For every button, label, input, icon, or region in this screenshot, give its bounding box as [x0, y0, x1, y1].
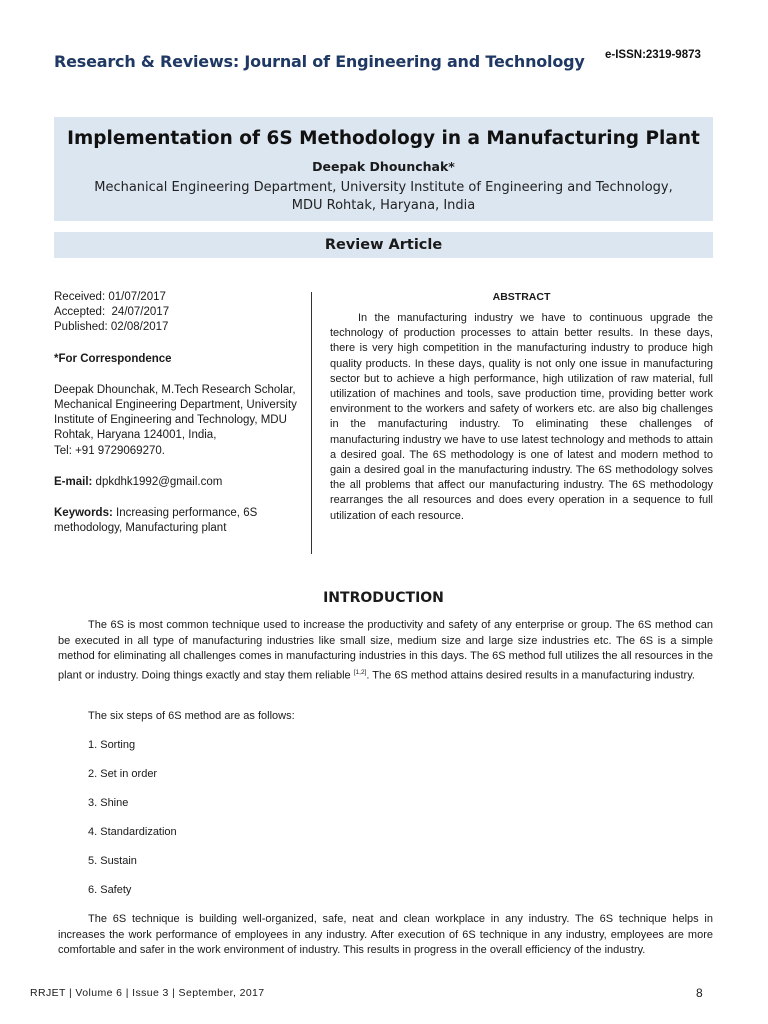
list-item: 3. Shine: [88, 797, 129, 809]
affiliation-line-1: Mechanical Engineering Department, University Institute of Engineering and Technology,: [94, 180, 673, 195]
intro-paragraph-1-text: The 6S is most common technique used to increase the productivity and safety of any enterprise or group. The 6S method can be executed in all type of manufacturing industries like small size, medium size and large size industries etc. The 6S is a simple method for eliminating all challenges comes in manufacturing industries in this days. The 6S method full utilizes the all resources in the plant or industry. Doing things exactly and stay them reliable: [58, 619, 713, 682]
intro-paragraph-1: [58, 618, 713, 684]
column-divider: [311, 292, 312, 554]
keywords-block: [54, 506, 299, 536]
title-block: [54, 117, 713, 221]
reference-marker[interactable]: [1,2]: [353, 669, 367, 677]
abstract-text: In the manufacturing industry we have to continuous upgrade the technology of production processes to attain better results. In these days, there is very high competition in the manufacturing industry to produce high quality products. In these days, quality is not only one issue in manufacturing sector but to achieve a high performance, high utilization of raw material, full utilization of machines and tools, save production time, providing better work environment to the workers and safety of workers etc. are also big challenges in the manufacturing industry. To eliminating these challenges of manufacturing industry we have to use latest technology and methods to attain a desired goal. The 6S methodology is one of latest and modern method to gain a desired goal in the manufacturing industry. The 6S methodology solves the all problems that affect our manufacturing industry. The 6S methodology rearranges the all resources and does every operation in a sequence to full utilization of each resource.: [330, 312, 713, 522]
email-address[interactable]: dpkdhk1992@gmail.com: [95, 475, 223, 488]
abstract-heading: ABSTRACT: [492, 291, 551, 303]
keywords-text: Increasing performance, 6S methodology, Manufacturing plant: [54, 507, 258, 535]
email-block: [54, 475, 299, 490]
dates-block: [54, 290, 299, 336]
received-date: Received: 01/07/2017: [54, 291, 166, 303]
author-affiliation: [54, 179, 713, 215]
published-date: Published: 02/08/2017: [54, 321, 169, 334]
list-item: 2. Set in order: [88, 768, 158, 780]
paper-title: Implementation of 6S Methodology in a Manufacturing Plant: [67, 128, 700, 149]
list-item: 4. Standardization: [88, 826, 177, 838]
journal-title: Research & Reviews: Journal of Engineering and Technology: [54, 52, 585, 71]
footer-citation: RRJET | Volume 6 | Issue 3 | September, 2017: [30, 987, 265, 999]
correspondence-block: [54, 383, 299, 459]
affiliation-line-2: MDU Rohtak, Haryana, India: [291, 198, 476, 213]
email-label: E-mail:: [54, 475, 93, 488]
accepted-date: Accepted: 24/07/2017: [54, 306, 170, 319]
steps-intro: The six steps of 6S method are as follows:: [88, 710, 295, 722]
issn-label: e-ISSN:2319-9873: [605, 49, 701, 61]
intro-paragraph-2: The 6S technique is building well-organized, safe, neat and clean workplace in any industry. The 6S technique helps in increases the work performance of employees in any industry. After execution of 6S technique in any industry, employees are more comfortable and safer in the work environment of industry. This results in progress in the overall efficiency of the industry.: [58, 913, 713, 957]
list-item: 1. Sorting: [88, 739, 136, 751]
keywords-label: Keywords:: [54, 507, 113, 520]
list-item: 6. Safety: [88, 884, 132, 896]
page-number: 8: [696, 986, 703, 1000]
correspondence-tel: Tel: +91 9729069270.: [54, 444, 165, 457]
list-item: 5. Sustain: [88, 855, 137, 867]
intro-paragraph-1-end: . The 6S method attains desired results in a manufacturing industry.: [366, 669, 695, 682]
correspondence-label: *For Correspondence: [54, 352, 172, 365]
article-metadata: [54, 290, 299, 552]
author-name: Deepak Dhounchak*: [312, 159, 455, 174]
article-type-banner: Review Article: [54, 232, 713, 258]
correspondence-address: Deepak Dhounchak, M.Tech Research Scholar, Mechanical Engineering Department, University Institute of Engineering and Technology, MDU Rohtak, Haryana 124001, India,: [54, 383, 297, 442]
introduction-heading: INTRODUCTION: [323, 590, 444, 606]
